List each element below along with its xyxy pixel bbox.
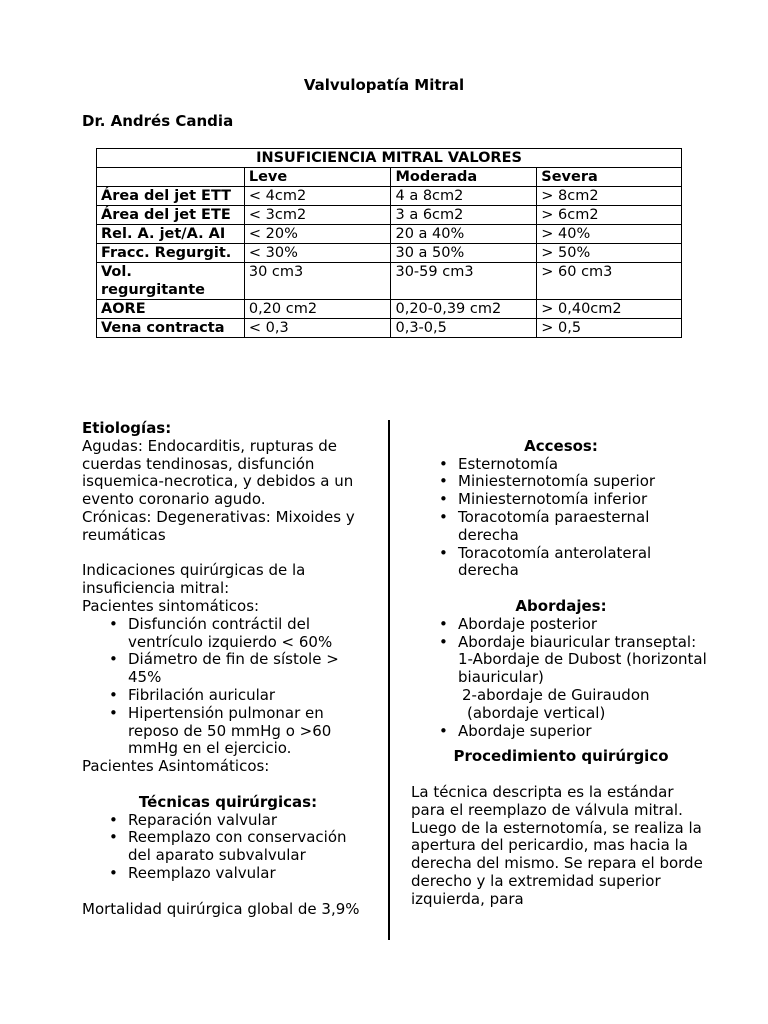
list-item: • Fibrilación auricular	[128, 687, 374, 705]
table-header-moderada: Moderada	[391, 168, 537, 187]
table-row	[97, 319, 682, 338]
table-header-row	[97, 168, 682, 187]
etiologias-cronicas: Crónicas: Degenerativas: Mixoides y reumáticas	[82, 507, 355, 544]
asintomaticos-label: Pacientes Asintomáticos:	[82, 757, 270, 776]
cell-leve: < 30%	[244, 244, 391, 263]
cell-moderada: 30-59 cm3	[391, 263, 537, 300]
mortalidad-text: Mortalidad quirúrgica global de 3,9%	[82, 899, 360, 918]
abordajes-list	[411, 616, 711, 741]
indicaciones-text: Indicaciones quirúrgicas de la insuficiencia mitral:	[82, 561, 306, 598]
table-row	[97, 206, 682, 225]
list-item: • Toracotomía anterolateral derecha	[458, 545, 711, 581]
cell-leve: 0,20 cm2	[244, 300, 391, 319]
table-header-leve: Leve	[244, 168, 391, 187]
procedimiento-text: La técnica descripta es la estándar para el reemplazo de válvula mitral. Luego de la esternotomía, se realiza la apertura del pericardio, mas hacia la derecha del mismo. Se repara el borde derecho y la extremidad superior izquierda, para	[411, 782, 703, 908]
sintomaticos-label: Pacientes sintomáticos:	[82, 596, 260, 615]
cell-leve: 30 cm3	[244, 263, 391, 300]
list-item: • Diámetro de fin de sístole > 45%	[128, 651, 374, 687]
row-label: AORE	[97, 300, 245, 319]
tecnicas-heading: Técnicas quirúrgicas:	[138, 792, 318, 811]
cell-leve: < 4cm2	[244, 187, 391, 206]
list-item: • Reemplazo con conservación del aparato subvalvular	[128, 829, 374, 865]
cell-leve: < 20%	[244, 225, 391, 244]
cell-leve: < 0,3	[244, 319, 391, 338]
tecnicas-list	[82, 812, 374, 883]
table-caption-row	[97, 149, 682, 168]
cell-moderada: 20 a 40%	[391, 225, 537, 244]
cell-moderada: 0,3-0,5	[391, 319, 537, 338]
list-item: • Miniesternotomía inferior	[458, 491, 711, 509]
list-item: • Reemplazo valvular	[128, 865, 374, 883]
cell-moderada: 0,20-0,39 cm2	[391, 300, 537, 319]
table-row	[97, 225, 682, 244]
row-label: Área del jet ETT	[97, 187, 245, 206]
guiraudon-line2: (abordaje vertical)	[467, 703, 606, 722]
cell-moderada: 4 a 8cm2	[391, 187, 537, 206]
etiologias-heading: Etiologías:	[82, 419, 172, 437]
column-divider	[388, 420, 390, 940]
abordaje-biauricular-text: Abordaje biauricular transeptal: 1-Abordaje de Dubost (horizontal biauricular)	[458, 632, 707, 687]
sintomaticos-list	[82, 616, 374, 758]
cell-severa: > 60 cm3	[537, 263, 682, 300]
list-item	[458, 634, 711, 723]
row-label: Área del jet ETE	[97, 206, 245, 225]
author-name: Dr. Andrés Candia	[82, 112, 234, 130]
list-item: • Hipertensión pulmonar en reposo de 50 mmHg o >60 mmHg en el ejercicio.	[128, 705, 374, 758]
right-column	[411, 420, 711, 909]
row-label: Fracc. Regurgit.	[97, 244, 245, 263]
abordajes-heading: Abordajes:	[515, 596, 607, 615]
cell-severa: > 0,40cm2	[537, 300, 682, 319]
list-item: • Disfunción contráctil del ventrículo izquierdo < 60%	[128, 616, 374, 652]
cell-severa: > 0,5	[537, 319, 682, 338]
cell-moderada: 3 a 6cm2	[391, 206, 537, 225]
cell-severa: > 6cm2	[537, 206, 682, 225]
table-header-severa: Severa	[537, 168, 682, 187]
table-row	[97, 244, 682, 263]
list-item: • Abordaje superior	[458, 723, 711, 741]
row-label: Vol. regurgitante	[97, 263, 245, 300]
procedimiento-heading: Procedimiento quirúrgico	[453, 747, 669, 766]
cell-severa: > 8cm2	[537, 187, 682, 206]
etiologias-agudas: Agudas: Endocarditis, rupturas de cuerdas tendinosas, disfunción isquemica-necrotica, y debidos a un evento coronario agudo.	[82, 436, 354, 509]
accesos-heading: Accesos:	[524, 436, 598, 455]
table-header-empty	[97, 168, 245, 187]
cell-severa: > 40%	[537, 225, 682, 244]
list-item: • Toracotomía paraesternal derecha	[458, 509, 711, 545]
page-title: Valvulopatía Mitral	[303, 76, 465, 94]
row-label: Rel. A. jet/A. AI	[97, 225, 245, 244]
values-table	[96, 148, 682, 338]
table-row	[97, 187, 682, 206]
table-caption: INSUFICIENCIA MITRAL VALORES	[97, 149, 682, 168]
accesos-list	[411, 456, 711, 581]
list-item: • Esternotomía	[458, 456, 711, 474]
cell-severa: > 50%	[537, 244, 682, 263]
list-item: • Abordaje posterior	[458, 616, 711, 634]
guiraudon-line1: 2-abordaje de Guiraudon	[462, 685, 650, 704]
cell-moderada: 30 a 50%	[391, 244, 537, 263]
table-row	[97, 300, 682, 319]
row-label: Vena contracta	[97, 319, 245, 338]
list-item: • Reparación valvular	[128, 812, 374, 830]
cell-leve: < 3cm2	[244, 206, 391, 225]
table-row	[97, 263, 682, 300]
left-column	[82, 420, 374, 918]
list-item: • Miniesternotomía superior	[458, 473, 711, 491]
